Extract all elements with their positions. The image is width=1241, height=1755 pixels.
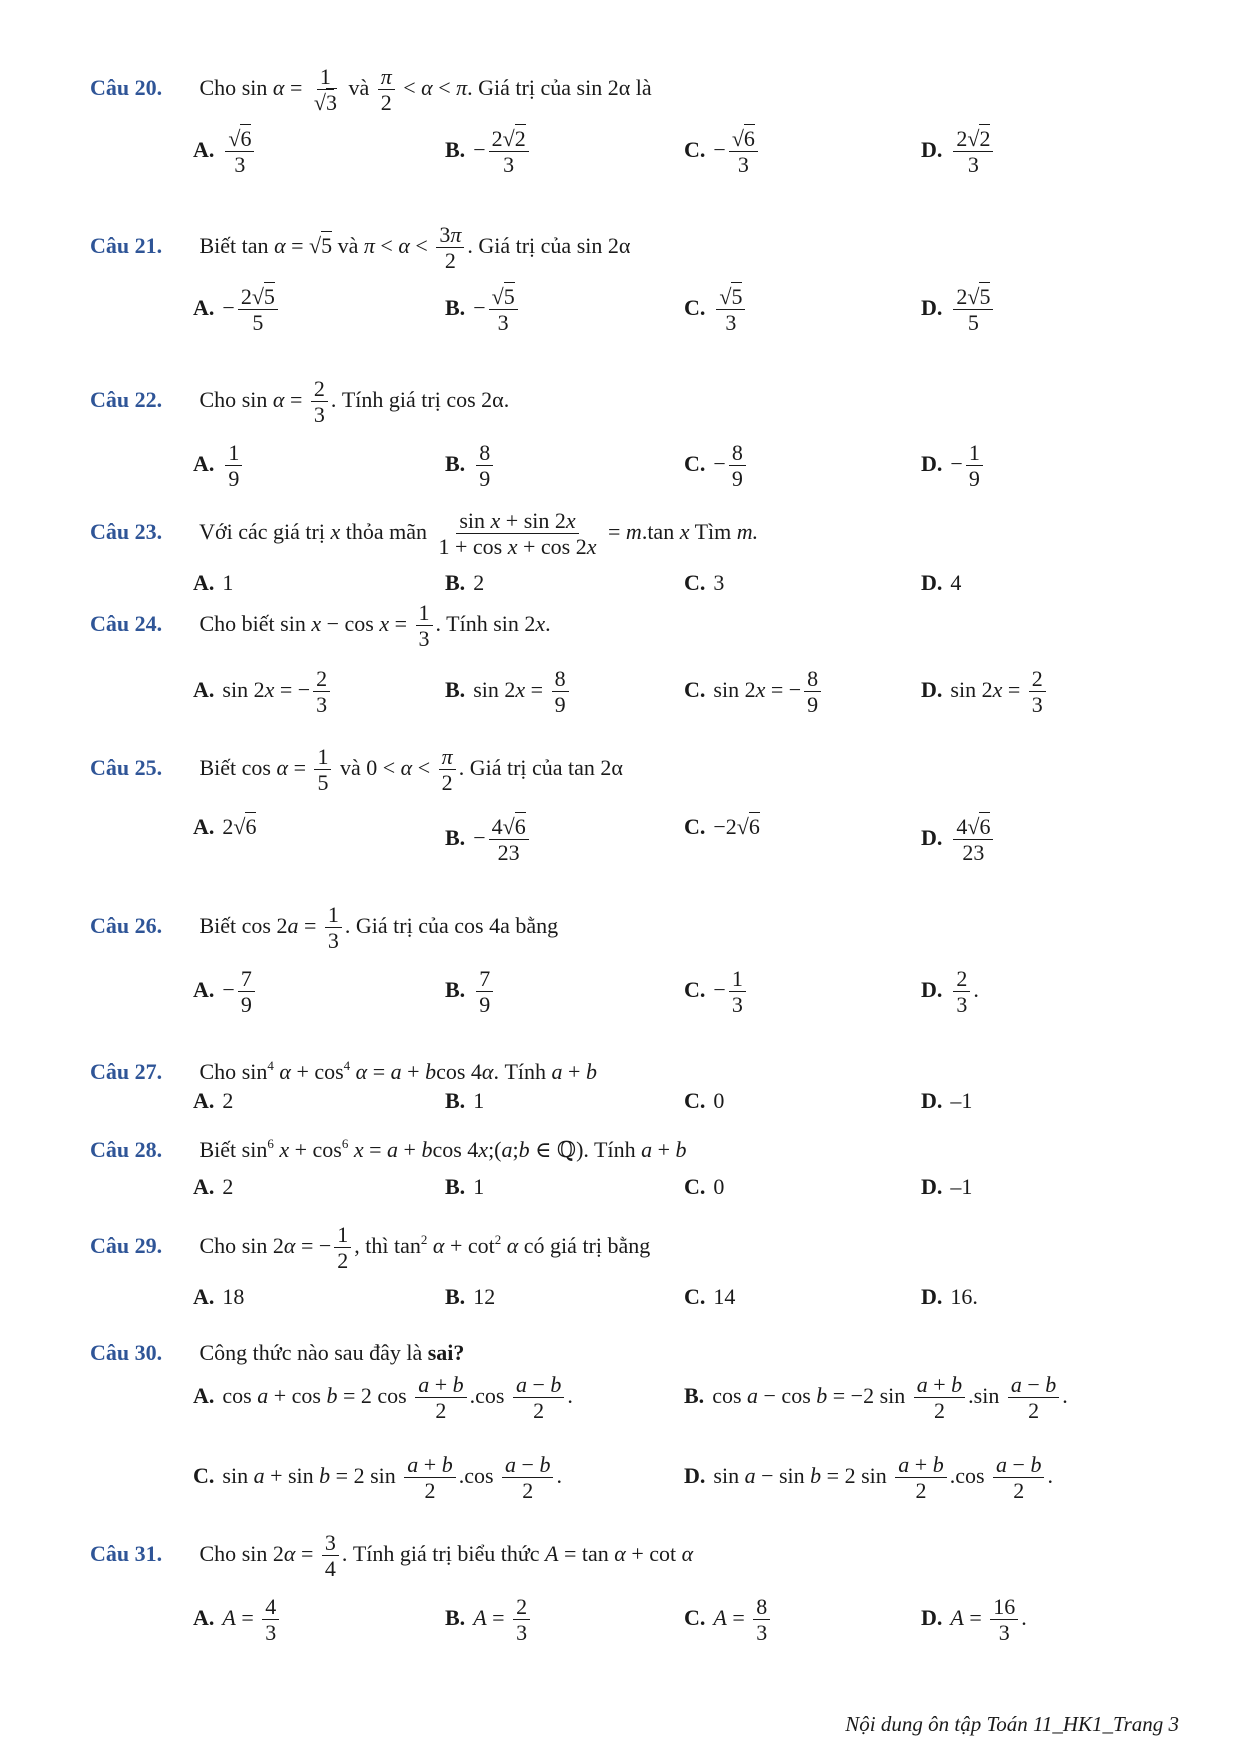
option-a[interactable]: A. 2 xyxy=(193,1088,234,1113)
question-number: Câu 21. xyxy=(90,232,163,258)
question-number: Câu 29. xyxy=(90,1232,163,1258)
option-c[interactable]: C. 14 xyxy=(684,1284,736,1309)
question-23: Câu 23. Với các giá trị x thỏa mãn $\frac{\text{sin x + sin 2x}}{\text{1 + cos x + cos 2x}}$ = m.tan x Tìm m. xyxy=(90,508,759,560)
math: sin 2α = − $\frac{1}{2}$ , thì $\tan^2 \alpha + \cot^2 \alpha$ xyxy=(241,1222,519,1274)
question-28: Câu 28. Biết $\sin^6 x + \cos^6 x = a + bcos$ 4x;(a;b ∈ ℚ). Tính a + b xyxy=(90,1136,687,1162)
option-a[interactable]: A. A = $\frac{4}{3}$ xyxy=(193,1594,282,1646)
option-d[interactable]: D. –1 xyxy=(921,1088,973,1113)
option-b[interactable]: B. 1 xyxy=(445,1174,485,1199)
question-27: Câu 27. Cho $\sin^4 \alpha + \cos^4 \alpha = a + bcos$ 4α. Tính a + b xyxy=(90,1058,597,1084)
question-number: Câu 31. xyxy=(90,1540,163,1566)
option-d[interactable]: D. sin 2x = $\frac{2}{3}$ xyxy=(921,666,1049,718)
option-d[interactable]: D. $\frac{2√2}{3}$ xyxy=(921,126,996,178)
question-number: Câu 30. xyxy=(90,1340,163,1365)
option-b[interactable]: B. $\frac{8}{9}$ xyxy=(445,440,496,492)
option-d[interactable]: D. 16. xyxy=(921,1284,978,1309)
math: $\frac{\text{sin x + sin 2x}}{\text{1 + cos x + cos 2x}}$ = m.tan x xyxy=(438,508,690,560)
option-a[interactable]: A. 2 xyxy=(193,1174,234,1199)
option-d[interactable]: D. $\frac{2}{3}$ . xyxy=(921,966,979,1018)
option-c[interactable]: C. $\frac{√5}{3}$ xyxy=(684,284,748,336)
option-b[interactable]: B. − $\frac{√5}{3}$ xyxy=(445,284,521,336)
question-number: Câu 27. xyxy=(90,1059,163,1084)
option-b[interactable]: B. sin 2x = $\frac{8}{9}$ xyxy=(445,666,572,718)
option-c[interactable]: C. 0 xyxy=(684,1088,725,1113)
math: $\frac{\pi}{2}$ < α < π xyxy=(375,75,467,100)
option-b[interactable]: B. cos a − cos b = −2 sin $\frac{a + b}{2}$ .sin $\frac{a - b}{2}$ . xyxy=(684,1372,1068,1424)
option-d[interactable]: D. $\frac{2√5}{5}$ xyxy=(921,284,996,336)
math: sin x − cos x = $\frac{1}{3}$ xyxy=(280,611,435,636)
option-b[interactable]: B. 2 xyxy=(445,570,485,595)
question-25: Câu 25. Biết cos α = $\frac{1}{5}$ và 0 < α < $\frac{\pi}{2}$ . Giá trị của tan 2α xyxy=(90,744,623,796)
math: 0 < α < $\frac{\pi}{2}$ xyxy=(366,755,458,780)
option-d[interactable]: D. –1 xyxy=(921,1174,973,1199)
question-number: Câu 23. xyxy=(90,518,163,544)
option-c[interactable]: C. 3 xyxy=(684,570,725,595)
question-26: Câu 26. Biết cos 2a = $\frac{1}{3}$ . Giá trị của cos 4a bằng xyxy=(90,902,559,954)
option-b[interactable]: B. − $\frac{2√2}{3}$ xyxy=(445,126,532,178)
option-a[interactable]: A. 2√6 xyxy=(193,814,257,839)
option-c[interactable]: C. sin a + sin b = 2 sin $\frac{a + b}{2}$ .cos $\frac{a - b}{2}$ . xyxy=(193,1452,562,1504)
option-b[interactable]: B. 1 xyxy=(445,1088,485,1113)
option-c[interactable]: C. sin 2x = − $\frac{8}{9}$ xyxy=(684,666,824,718)
question-number: Câu 26. xyxy=(90,912,163,938)
option-a[interactable]: A. 1 xyxy=(193,570,234,595)
option-d[interactable]: D. $\frac{4√6}{23}$ xyxy=(921,814,996,866)
option-a[interactable]: A. sin 2x = − $\frac{2}{3}$ xyxy=(193,666,333,718)
option-c[interactable]: C. − $\frac{√6}{3}$ xyxy=(684,126,761,178)
question-30: Câu 30. Công thức nào sau đây là sai? xyxy=(90,1340,465,1365)
option-a[interactable]: A. cos a + cos b = 2 cos $\frac{a + b}{2}$ .cos $\frac{a - b}{2}$ . xyxy=(193,1372,573,1424)
question-number: Câu 28. xyxy=(90,1137,163,1162)
question-number: Câu 22. xyxy=(90,386,163,412)
option-c[interactable]: C. A = $\frac{8}{3}$ xyxy=(684,1594,773,1646)
option-a[interactable]: A. − $\frac{2√5}{5}$ xyxy=(193,284,281,336)
question-number: Câu 25. xyxy=(90,754,163,780)
math: tan α = √5 xyxy=(241,232,333,258)
option-a[interactable]: A. $\frac{1}{9}$ xyxy=(193,440,245,492)
question-number: Câu 24. xyxy=(90,610,163,636)
option-a[interactable]: A. − $\frac{7}{9}$ xyxy=(193,966,258,1018)
question-21: Câu 21. Biết tan α = √5 và π < α < $\frac{3\pi}{2}$ . Giá trị của sin 2α xyxy=(90,222,631,274)
math: cos α = $\frac{1}{5}$ xyxy=(242,755,335,780)
option-b[interactable]: B. A = $\frac{2}{3}$ xyxy=(445,1594,533,1646)
option-b[interactable]: B. − $\frac{4√6}{23}$ xyxy=(445,814,532,866)
question-22: Câu 22. Cho sin α = $\frac{2}{3}$ . Tính giá trị cos 2α. xyxy=(90,376,510,428)
option-b[interactable]: B. $\frac{7}{9}$ xyxy=(445,966,496,1018)
option-c[interactable]: C. −2√6 xyxy=(684,814,760,839)
option-d[interactable]: D. sin a − sin b = 2 sin $\frac{a + b}{2}$ .cos $\frac{a - b}{2}$ . xyxy=(684,1452,1053,1504)
math: cos 2a = $\frac{1}{3}$ xyxy=(242,913,345,938)
math: sin 2α = $\frac{3}{4}$ xyxy=(242,1541,342,1566)
math: $\sin^4 \alpha + \cos^4 \alpha = a + bcos$ 4α xyxy=(241,1058,494,1084)
question-20: Câu 20. Cho sin α = $\frac{1}{√3}$ và $\frac{\pi}{2}$ < α < π. Giá trị của sin 2α là xyxy=(90,64,652,116)
option-d[interactable]: D. − $\frac{1}{9}$ xyxy=(921,440,986,492)
math: $\sin^6 x + \cos^6 x = a + bcos$ 4x;(a;b ∈ ℚ) xyxy=(241,1136,584,1162)
math: A = tan α + cot α xyxy=(545,1540,694,1566)
option-d[interactable]: D. 4 xyxy=(921,570,962,595)
math: sin α = $\frac{1}{√3}$ xyxy=(241,64,337,116)
option-c[interactable]: C. 0 xyxy=(684,1174,725,1199)
page-footer: Nội dung ôn tập Toán 11_HK1_Trang 3 xyxy=(845,1712,1179,1736)
option-a[interactable]: A. 18 xyxy=(193,1284,245,1309)
option-d[interactable]: D. A = $\frac{16}{3}$ . xyxy=(921,1594,1027,1646)
math: π < α < $\frac{3\pi}{2}$ xyxy=(364,233,467,258)
option-b[interactable]: B. 12 xyxy=(445,1284,496,1309)
question-24: Câu 24. Cho biết sin x − cos x = $\frac{1}{3}$ . Tính sin 2x. xyxy=(90,600,551,652)
question-31: Câu 31. Cho sin 2α = $\frac{3}{4}$ . Tính giá trị biểu thức A = tan α + cot α xyxy=(90,1530,694,1582)
option-c[interactable]: C. − $\frac{1}{3}$ xyxy=(684,966,749,1018)
question-number: Câu 20. xyxy=(90,74,163,100)
option-a[interactable]: A. $\frac{√6}{3}$ xyxy=(193,126,257,178)
math: sin α = $\frac{2}{3}$ xyxy=(242,387,331,412)
option-c[interactable]: C. − $\frac{8}{9}$ xyxy=(684,440,749,492)
question-29: Câu 29. Cho sin 2α = − $\frac{1}{2}$ , thì $\tan^2 \alpha + \cot^2 \alpha$ có giá trị bằng xyxy=(90,1222,651,1274)
